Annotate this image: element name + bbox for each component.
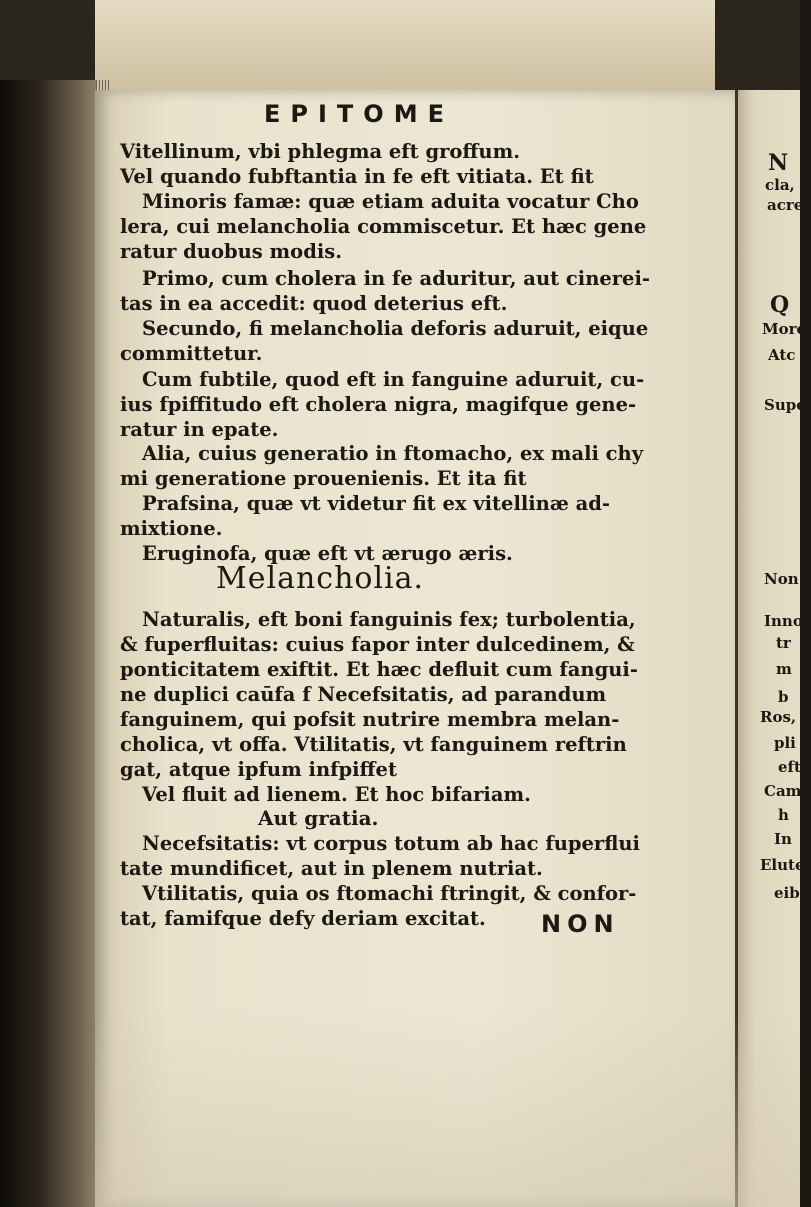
margin-fragment: Atc [768, 346, 796, 364]
margin-fragment: eib [774, 884, 800, 902]
running-header: EPITOME [264, 100, 454, 128]
text-line: ratur duobus modis. [120, 240, 343, 263]
text-line: ratur in epate. [120, 418, 279, 441]
text-line: lera, cui melancholia commiscetur. Et hæc gene [120, 215, 647, 238]
margin-fragment: In [774, 830, 792, 848]
text-line: & fuperfluitas: cuius fapor inter dulcedinem, & [120, 633, 635, 656]
text-line: Alia, cuius generatio in ftomacho, ex mali chy [142, 442, 644, 465]
margin-fragment: acre [767, 196, 804, 214]
catchword: NON [541, 910, 620, 938]
text-line: Minoris famæ: quæ etiam aduita vocatur Cho [142, 190, 639, 213]
text-line: ne duplici caūfa f Necefsitatis, ad parandum [120, 683, 607, 706]
text-line: Primo, cum cholera in fe aduritur, aut cinerei- [142, 267, 650, 290]
text-line: Eruginofa, quæ eft vt ærugo æris. [142, 542, 513, 565]
text-line: ius fpiffitudo eft cholera nigra, magifque gene- [120, 393, 637, 416]
margin-fragment: pli [774, 734, 796, 752]
text-line: Vitellinum, vbi phlegma eft groffum. [120, 140, 520, 163]
text-line: mi generatione prouenienis. Et ita fit [120, 467, 527, 490]
text-line: tat, famifque defy deriam excitat. [120, 907, 486, 930]
margin-fragment: eft [778, 758, 801, 776]
text-line: Vel fluit ad lienem. Et hoc bifariam. [142, 783, 531, 806]
text-line: gat, atque ipfum infpiffet [120, 758, 397, 781]
margin-fragment: Q [770, 292, 790, 318]
margin-fragment: Elute [760, 856, 805, 874]
text-line: Aut gratia. [258, 806, 379, 830]
text-line: Naturalis, eft boni fanguinis fex; turbolentia, [142, 608, 636, 631]
text-line: Prafsina, quæ vt videtur fit ex vitellinæ ad- [142, 492, 611, 515]
scan-top-border [0, 0, 800, 92]
text-line: mixtione. [120, 517, 223, 540]
margin-fragment: tr [776, 634, 791, 652]
text-line: tas in ea accedit: quod deterius eft. [120, 292, 508, 315]
text-line: fanguinem, qui pofsit nutrire membra melan- [120, 708, 620, 731]
margin-fragment: h [778, 806, 789, 824]
margin-fragment: N [768, 150, 789, 176]
margin-fragment: Inno [764, 612, 803, 630]
margin-fragment: cla, p [765, 176, 811, 194]
section-title: Melancholia. [216, 561, 425, 596]
text-line: ponticitatem exiftit. Et hæc defluit cum fangui- [120, 658, 638, 681]
book-spine-shadow [0, 80, 110, 1207]
text-line: tate mundificet, aut in plenem nutriat. [120, 857, 543, 880]
text-line: Cum fubtile, quod eft in fanguine aduruit, cu- [142, 368, 645, 391]
text-line: committetur. [120, 342, 263, 365]
text-line: Necefsitatis: vt corpus totum ab hac fuperflui [142, 832, 640, 855]
margin-fragment: Cam [764, 782, 802, 800]
text-line: Secundo, fi melancholia deforis aduruit, eique [142, 317, 649, 340]
text-line: Vel quando fubftantia in fe eft vitiata. Et fit [120, 165, 594, 188]
text-line: Vtilitatis, quia os ftomachi ftringit, & confor- [142, 882, 637, 905]
margin-fragment: m [776, 660, 792, 678]
margin-fragment: Ros, e [760, 708, 811, 726]
margin-fragment: Non [764, 570, 799, 588]
margin-fragment: b [778, 688, 789, 706]
margin-fragment: Supe [764, 396, 806, 414]
margin-fragment: More [762, 320, 807, 338]
text-line: cholica, vt offa. Vtilitatis, vt fanguinem reftrin [120, 733, 627, 756]
page-bottom-shade [95, 1010, 800, 1207]
